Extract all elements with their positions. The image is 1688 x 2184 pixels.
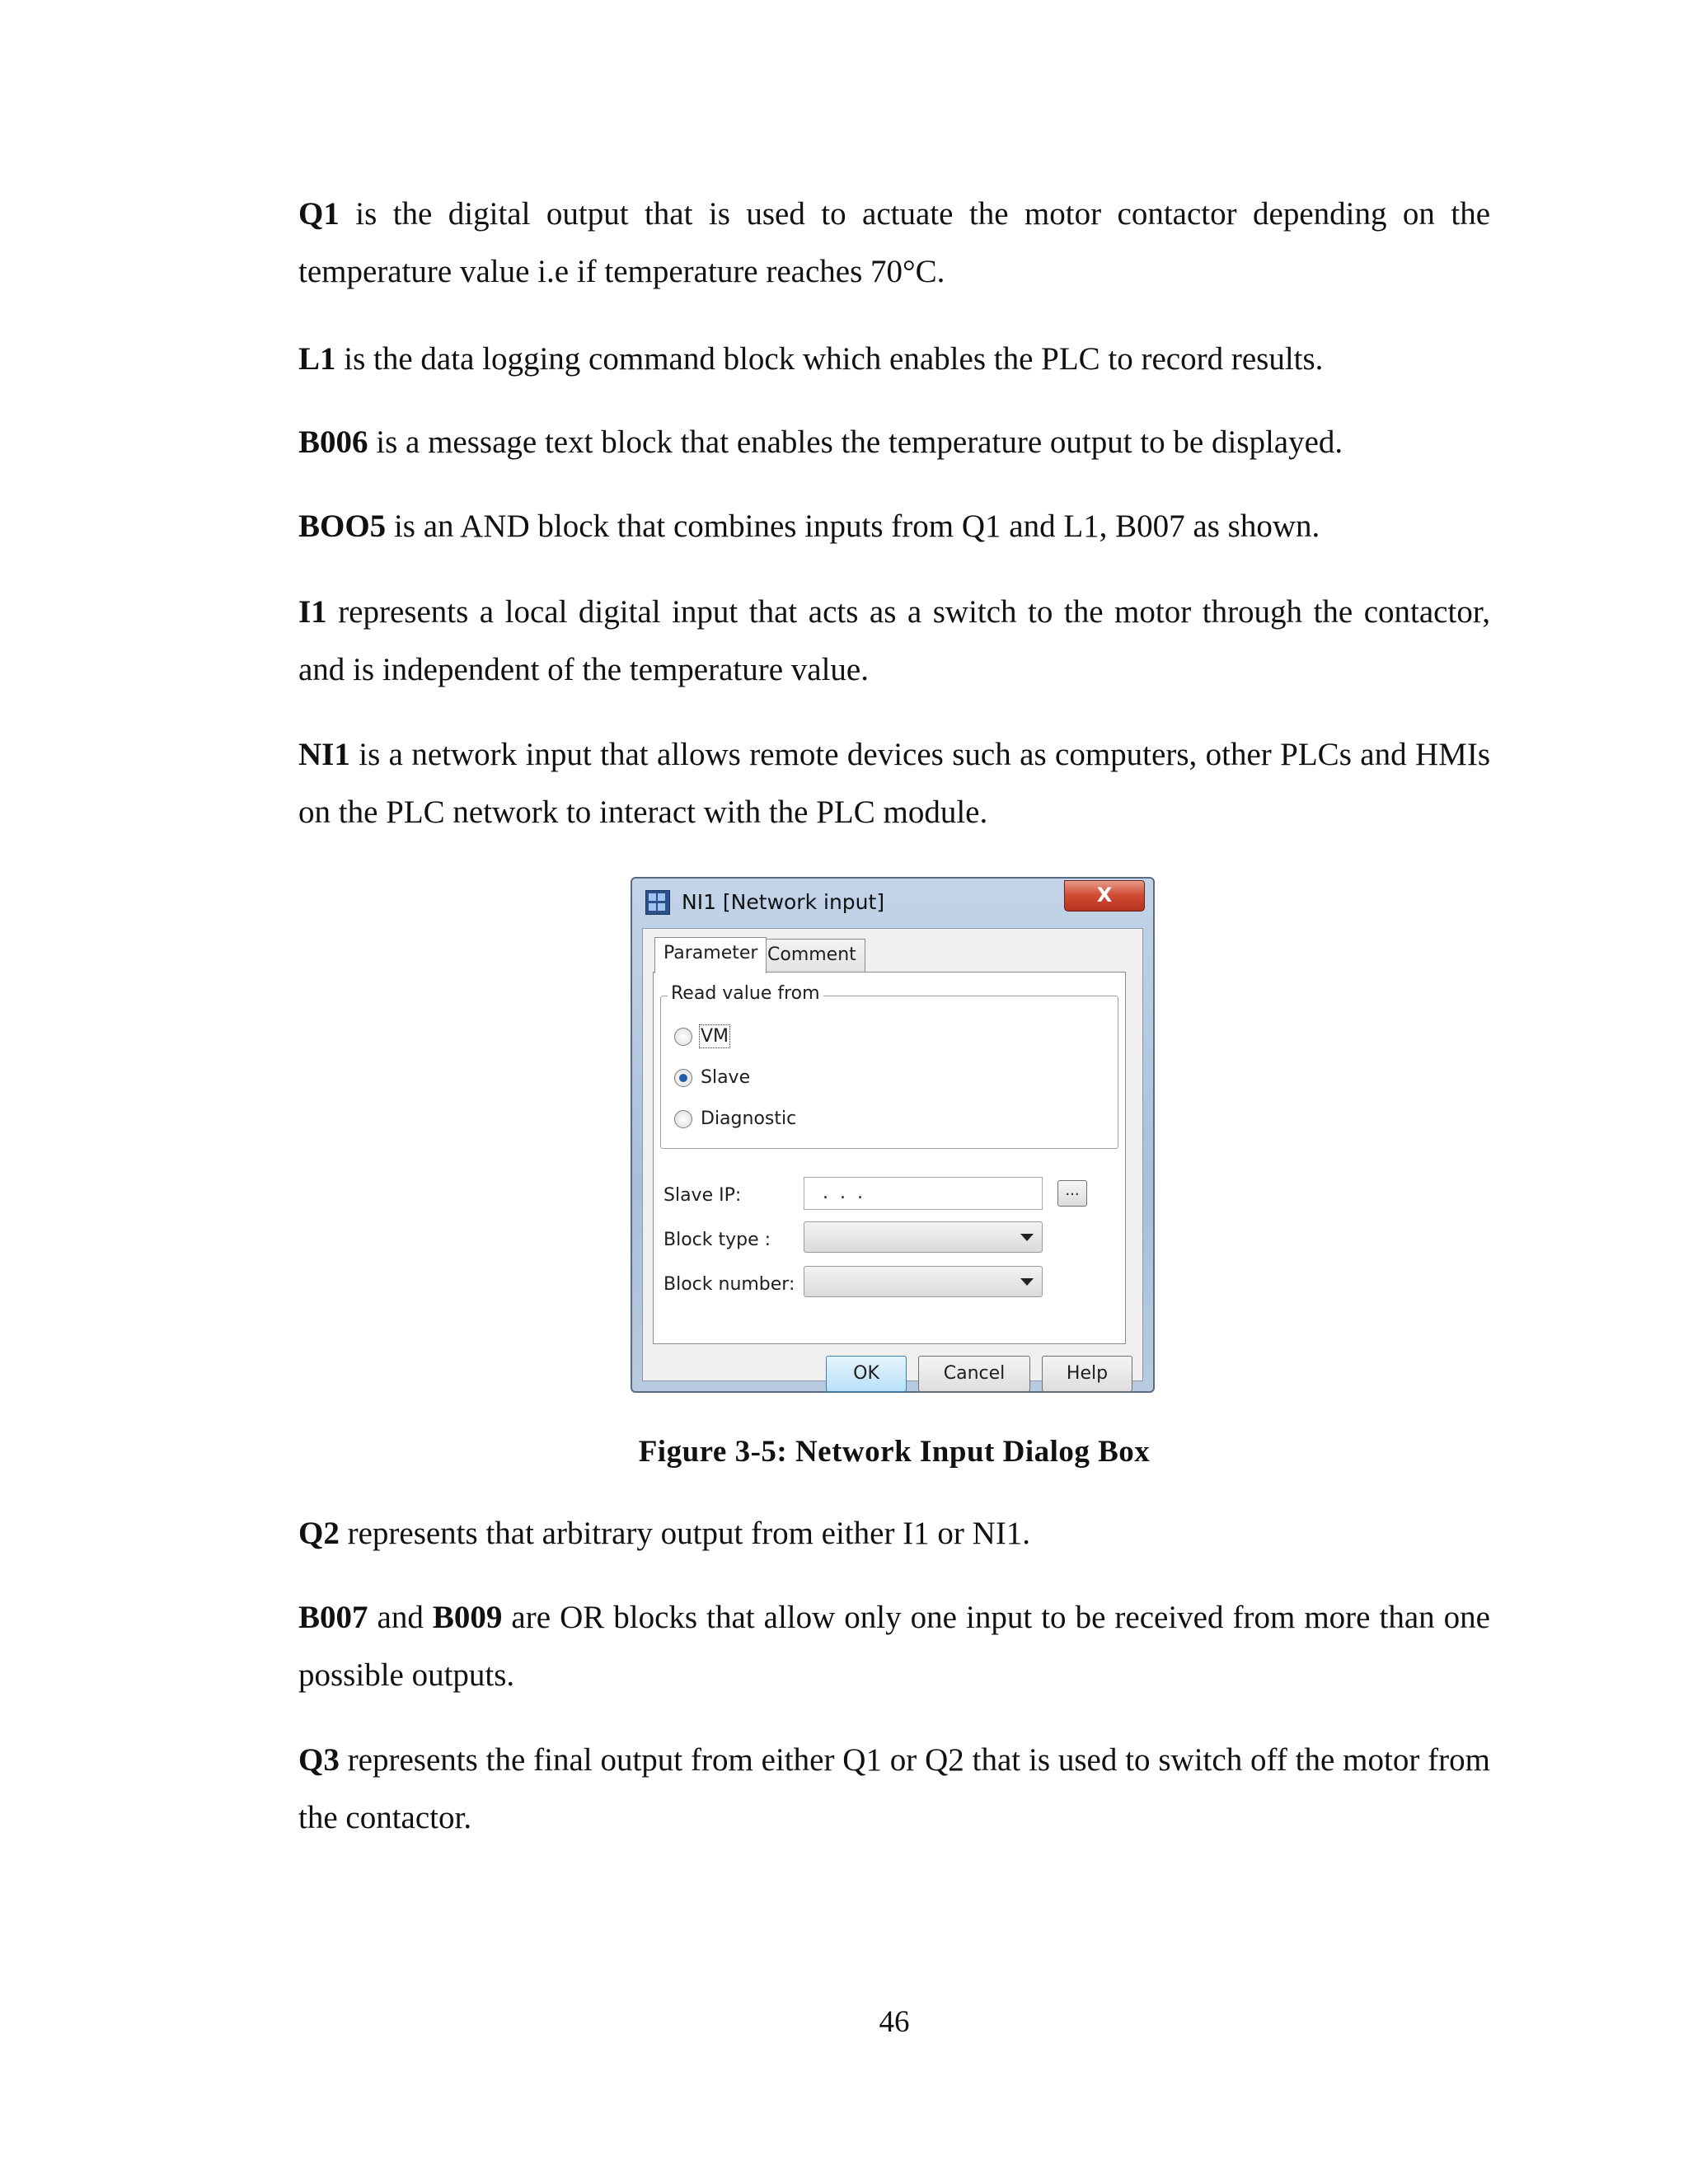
- browse-button[interactable]: ...: [1057, 1180, 1087, 1207]
- slave-ip-label: Slave IP:: [663, 1185, 742, 1206]
- close-button[interactable]: X: [1064, 880, 1145, 912]
- paragraph-l1-text: is the data logging command block which enables the PLC to record results.: [335, 341, 1324, 377]
- tab-comment[interactable]: Comment: [758, 939, 865, 972]
- paragraph-q3-text: represents the final output from either Q1 or Q2 that is used to switch off the motor from the contactor.: [298, 1742, 1490, 1835]
- block-type-label: Block type :: [663, 1230, 771, 1250]
- chevron-down-icon: [1020, 1234, 1034, 1241]
- cancel-button[interactable]: Cancel: [918, 1356, 1030, 1392]
- paragraph-b007-text: are OR blocks that allow only one input to be received from more than one possible outputs.: [298, 1600, 1490, 1693]
- radio-button-icon[interactable]: [674, 1028, 692, 1046]
- paragraph-i1-text: represents a local digital input that acts as a switch to the motor through the contactor, and is independent of the temperature value.: [298, 594, 1490, 687]
- dialog-client-area: [642, 928, 1143, 1384]
- term-ni1: NI1: [298, 737, 350, 772]
- paragraph-b006: [298, 414, 1490, 471]
- paragraph-ni1-text: is a network input that allows remote devices such as computers, other PLCs and HMIs on the PLC network to interact with the PLC module.: [298, 737, 1490, 830]
- paragraph-b007-b009: [298, 1589, 1490, 1704]
- paragraph-q1-text: is the digital output that is used to actuate the motor contactor depending on the temperature value i.e if temperature reaches 70°C.: [298, 196, 1490, 289]
- radio-button-selected-icon[interactable]: [674, 1069, 692, 1087]
- radio-slave[interactable]: [674, 1067, 750, 1088]
- figure-caption: Figure 3-5: Network Input Dialog Box: [638, 1435, 1151, 1469]
- paragraph-i1: [298, 583, 1490, 699]
- term-b007: B007: [298, 1600, 368, 1635]
- radio-label-slave: Slave: [701, 1067, 751, 1088]
- parameter-tab-panel: [653, 972, 1126, 1344]
- term-q2: Q2: [298, 1516, 340, 1551]
- read-value-from-group: [660, 983, 1118, 1149]
- term-q3: Q3: [298, 1742, 340, 1778]
- paragraph-q2-text: represents that arbitrary output from either I1 or NI1.: [339, 1516, 1031, 1551]
- paragraph-b007-mid: and: [368, 1600, 433, 1635]
- paragraph-boo5-text: is an AND block that combines inputs from Q1 and L1, B007 as shown.: [386, 509, 1320, 544]
- term-q1: Q1: [298, 196, 340, 232]
- dialog-title: NI1 [Network input]: [682, 890, 885, 914]
- radio-diagnostic[interactable]: [674, 1108, 796, 1129]
- radio-vm[interactable]: [674, 1026, 729, 1047]
- term-i1: I1: [298, 594, 327, 630]
- help-button[interactable]: Help: [1042, 1356, 1132, 1392]
- term-boo5: BOO5: [298, 509, 387, 544]
- radio-button-icon[interactable]: [674, 1110, 692, 1128]
- network-input-dialog: [631, 877, 1155, 1393]
- paragraph-boo5: [298, 498, 1490, 555]
- tab-parameter[interactable]: Parameter: [654, 937, 767, 973]
- group-label: Read value from: [668, 983, 823, 1004]
- paragraph-l1: [298, 330, 1490, 388]
- paragraph-ni1: [298, 726, 1490, 841]
- chevron-down-icon: [1020, 1278, 1034, 1286]
- page-number: 46: [879, 2005, 910, 2039]
- term-l1: L1: [298, 341, 336, 377]
- radio-label-vm: VM: [701, 1026, 729, 1047]
- block-number-select[interactable]: [804, 1266, 1043, 1297]
- term-b009: B009: [432, 1600, 503, 1635]
- block-type-select[interactable]: [804, 1221, 1043, 1253]
- paragraph-q1: [298, 185, 1490, 301]
- dialog-titlebar: [632, 879, 1153, 926]
- block-number-label: Block number:: [663, 1274, 795, 1295]
- ok-button[interactable]: OK: [826, 1356, 907, 1392]
- paragraph-b006-text: is a message text block that enables the temperature output to be displayed.: [368, 424, 1343, 460]
- slave-ip-input[interactable]: ...: [804, 1177, 1043, 1210]
- radio-label-diagnostic: Diagnostic: [701, 1108, 797, 1129]
- paragraph-q3: [298, 1732, 1490, 1847]
- paragraph-q2: [298, 1505, 1490, 1563]
- app-icon: [645, 890, 670, 915]
- term-b006: B006: [298, 424, 368, 460]
